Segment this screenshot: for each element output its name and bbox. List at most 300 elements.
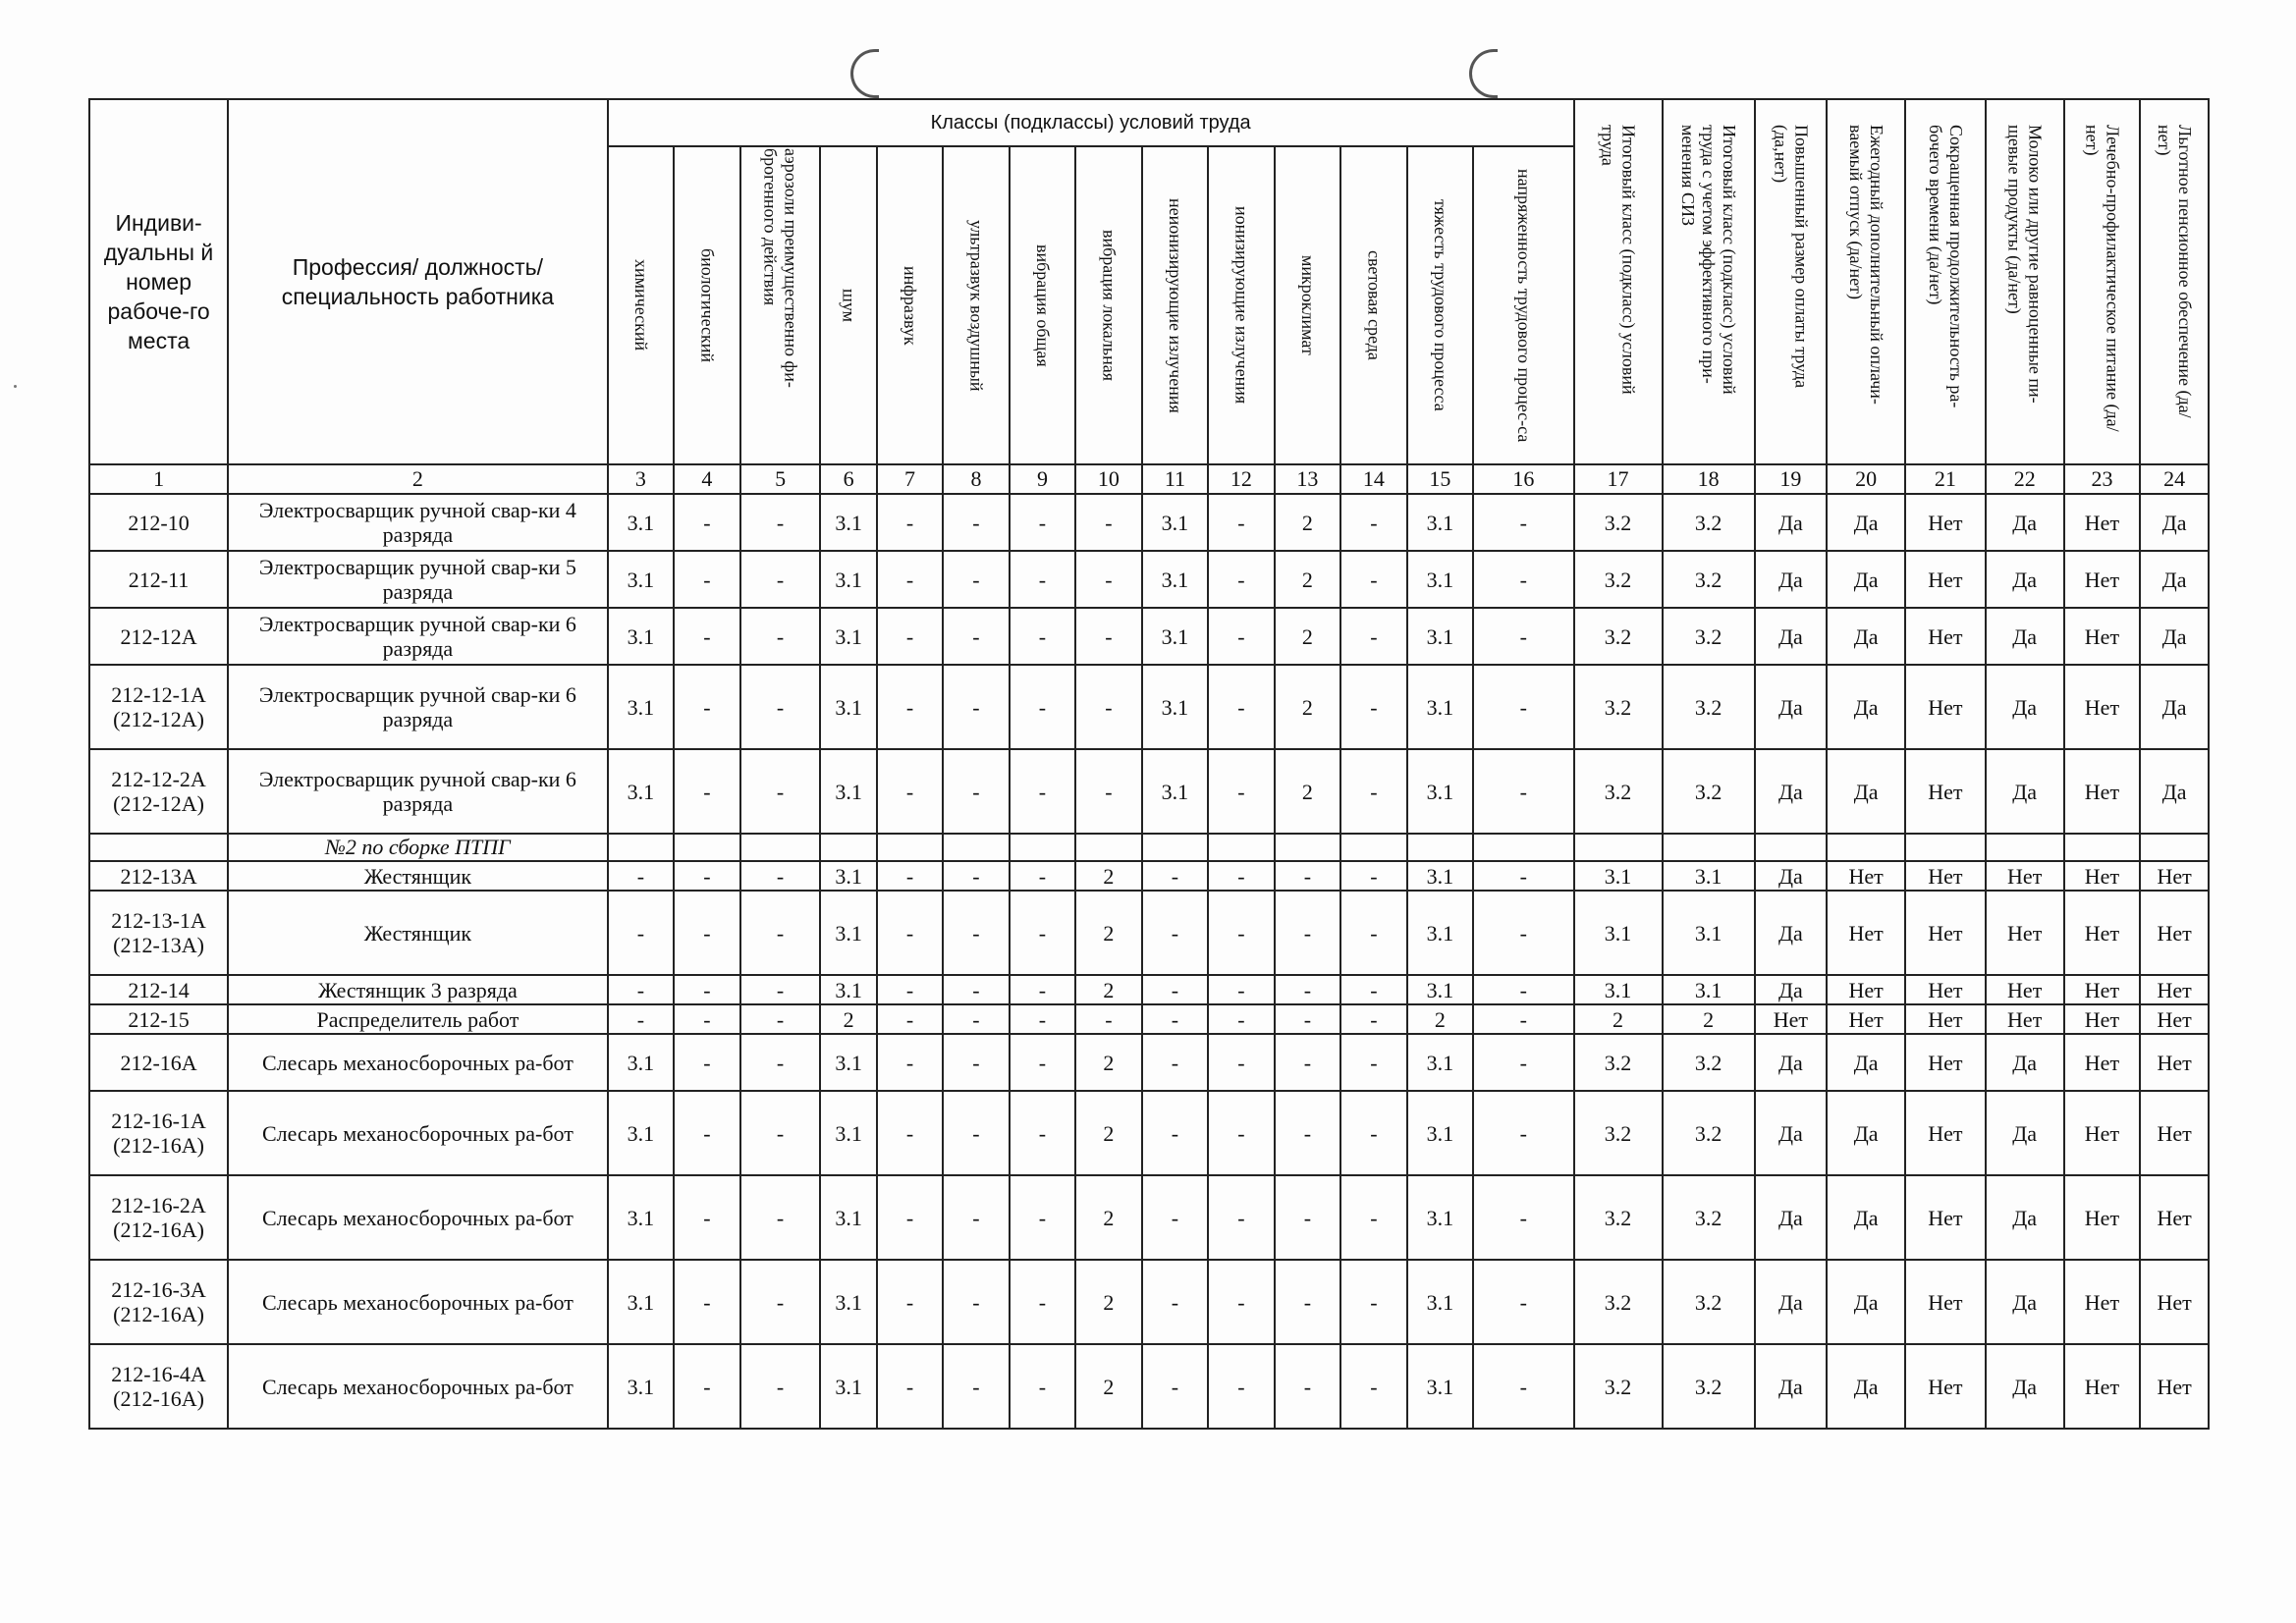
section-empty-cell xyxy=(674,834,739,861)
condition-value: 3.1 xyxy=(1663,891,1755,975)
condition-value: - xyxy=(877,1344,943,1429)
condition-value: Да xyxy=(1755,861,1828,891)
header-factor-label: тяжесть трудового процесса xyxy=(1430,199,1450,411)
header-extra-label: Молоко или другие равноценные пи-щевые продукты (да/нет) xyxy=(2004,125,2046,404)
condition-value: Нет xyxy=(1905,551,1986,608)
condition-value: Да xyxy=(1755,1260,1828,1344)
condition-value: - xyxy=(740,1034,821,1091)
condition-value: 3.1 xyxy=(608,1175,674,1260)
condition-value: - xyxy=(1010,608,1075,665)
condition-value: - xyxy=(1208,749,1274,834)
section-empty-cell xyxy=(1473,834,1573,861)
column-number: 2 xyxy=(228,464,608,494)
condition-value: - xyxy=(608,861,674,891)
condition-value: Да xyxy=(1827,749,1905,834)
condition-value: - xyxy=(943,1091,1009,1175)
condition-value: Нет xyxy=(1755,1004,1828,1034)
condition-value: - xyxy=(740,1260,821,1344)
column-number: 16 xyxy=(1473,464,1573,494)
condition-value: - xyxy=(740,1004,821,1034)
condition-value: - xyxy=(1473,1260,1573,1344)
condition-value: - xyxy=(877,1260,943,1344)
condition-value: - xyxy=(1340,861,1406,891)
condition-value: 3.2 xyxy=(1663,1091,1755,1175)
condition-value: 3.1 xyxy=(608,494,674,551)
section-empty-cell xyxy=(1010,834,1075,861)
profession-name: Распределитель работ xyxy=(228,1004,608,1034)
condition-value: - xyxy=(1473,891,1573,975)
header-extra-label: Льготное пенсионное обеспечение (да/нет) xyxy=(2155,125,2196,418)
condition-value: 3.1 xyxy=(1663,975,1755,1004)
condition-value: 3.1 xyxy=(1407,1091,1473,1175)
condition-value: - xyxy=(740,1091,821,1175)
profession-name: Слесарь механосборочных ра-бот xyxy=(228,1260,608,1344)
condition-value: 2 xyxy=(1275,665,1340,749)
workplace-number: 212-16-2А (212-16А) xyxy=(89,1175,228,1260)
condition-value: 2 xyxy=(1075,1175,1141,1260)
punch-hole-mark xyxy=(1469,49,1498,98)
table-row xyxy=(89,891,2209,975)
condition-value: - xyxy=(1473,861,1573,891)
condition-value: Да xyxy=(1827,1034,1905,1091)
condition-value: Да xyxy=(1755,1091,1828,1175)
condition-value: - xyxy=(608,1004,674,1034)
section-empty-cell xyxy=(820,834,876,861)
condition-value: 3.1 xyxy=(820,1034,876,1091)
workplace-number: 212-12-2А (212-12А) xyxy=(89,749,228,834)
condition-value: Нет xyxy=(2064,551,2141,608)
header-workplace-number-label: Индиви-дуальны й номер рабоче-го места xyxy=(103,210,214,353)
condition-value: 3.2 xyxy=(1574,551,1663,608)
section-empty-cell xyxy=(1663,834,1755,861)
condition-value: Нет xyxy=(1986,975,2064,1004)
condition-value: - xyxy=(740,665,821,749)
condition-value: - xyxy=(943,1344,1009,1429)
section-empty-cell xyxy=(1142,834,1208,861)
condition-value: Да xyxy=(1986,749,2064,834)
condition-value: 3.2 xyxy=(1663,551,1755,608)
table-row xyxy=(89,1344,2209,1429)
condition-value: Нет xyxy=(2140,975,2209,1004)
header-profession xyxy=(228,99,608,464)
condition-value: - xyxy=(943,494,1009,551)
condition-value: 3.2 xyxy=(1574,1260,1663,1344)
condition-value: 3.1 xyxy=(1142,749,1208,834)
condition-value: 3.1 xyxy=(820,608,876,665)
condition-value: - xyxy=(1208,551,1274,608)
condition-value: Да xyxy=(1755,608,1828,665)
condition-value: 3.1 xyxy=(608,1091,674,1175)
header-factor-cell xyxy=(1340,146,1406,464)
condition-value: Нет xyxy=(1905,665,1986,749)
condition-value: - xyxy=(943,1175,1009,1260)
condition-value: 3.1 xyxy=(820,1260,876,1344)
condition-value: Нет xyxy=(1905,861,1986,891)
condition-value: - xyxy=(1208,1175,1274,1260)
profession-name: Слесарь механосборочных ра-бот xyxy=(228,1175,608,1260)
condition-value: 3.2 xyxy=(1574,1091,1663,1175)
condition-value: - xyxy=(1340,975,1406,1004)
profession-name: Электросварщик ручной свар-ки 6 разряда xyxy=(228,665,608,749)
profession-name: Электросварщик ручной свар-ки 6 разряда xyxy=(228,608,608,665)
condition-value: - xyxy=(1010,494,1075,551)
condition-value: Да xyxy=(1827,665,1905,749)
condition-value: - xyxy=(1010,1004,1075,1034)
header-factor-cell xyxy=(1208,146,1274,464)
condition-value: Нет xyxy=(1905,749,1986,834)
condition-value: - xyxy=(1275,1260,1340,1344)
condition-value: 3.2 xyxy=(1574,608,1663,665)
condition-value: - xyxy=(1275,1091,1340,1175)
condition-value: - xyxy=(1473,665,1573,749)
header-extra-cell xyxy=(1905,99,1986,464)
condition-value: Нет xyxy=(1827,861,1905,891)
column-number: 7 xyxy=(877,464,943,494)
column-number: 23 xyxy=(2064,464,2141,494)
condition-value: - xyxy=(877,975,943,1004)
condition-value: Нет xyxy=(2064,665,2141,749)
table-body xyxy=(89,464,2209,1429)
column-number: 12 xyxy=(1208,464,1274,494)
condition-value: Да xyxy=(2140,608,2209,665)
condition-value: 3.1 xyxy=(820,1175,876,1260)
header-extra-cell xyxy=(2140,99,2209,464)
condition-value: - xyxy=(674,1034,739,1091)
header-extra-label: Ежегодный дополнительный оплачи-ваемый отпуск (да/нет) xyxy=(1846,125,1887,405)
profession-name: Электросварщик ручной свар-ки 6 разряда xyxy=(228,749,608,834)
condition-value: Нет xyxy=(2064,1175,2141,1260)
header-factor-cell xyxy=(1275,146,1340,464)
condition-value: - xyxy=(1010,1091,1075,1175)
header-factor-cell xyxy=(1010,146,1075,464)
header-extra-cell xyxy=(1827,99,1905,464)
condition-value: 3.1 xyxy=(820,665,876,749)
header-factor-cell xyxy=(877,146,943,464)
condition-value: - xyxy=(943,749,1009,834)
condition-value: Да xyxy=(1986,1091,2064,1175)
condition-value: 3.1 xyxy=(1407,1260,1473,1344)
condition-value: 3.1 xyxy=(1142,608,1208,665)
condition-value: - xyxy=(740,1344,821,1429)
condition-value: Нет xyxy=(1905,891,1986,975)
condition-value: - xyxy=(1340,891,1406,975)
condition-value: 3.2 xyxy=(1574,1175,1663,1260)
condition-value: 3.1 xyxy=(1407,861,1473,891)
condition-value: - xyxy=(674,975,739,1004)
condition-value: Нет xyxy=(1905,1260,1986,1344)
header-extra-cell xyxy=(2064,99,2141,464)
condition-value: 3.1 xyxy=(820,551,876,608)
condition-value: Нет xyxy=(1986,891,2064,975)
header-profession-label: Профессия/ должность/ специальность работника xyxy=(281,254,555,309)
column-number: 5 xyxy=(740,464,821,494)
header-factor-cell xyxy=(674,146,739,464)
table-row xyxy=(89,1004,2209,1034)
header-factor-cell xyxy=(943,146,1009,464)
condition-value: Да xyxy=(1755,551,1828,608)
condition-value: 3.2 xyxy=(1663,1260,1755,1344)
section-empty-cell xyxy=(89,834,228,861)
condition-value: - xyxy=(674,1091,739,1175)
condition-value: 3.1 xyxy=(608,1260,674,1344)
condition-value: 3.1 xyxy=(1407,1175,1473,1260)
condition-value: - xyxy=(1142,1034,1208,1091)
workplace-number: 212-16А xyxy=(89,1034,228,1091)
condition-value: - xyxy=(1010,1260,1075,1344)
profession-name: Электросварщик ручной свар-ки 5 разряда xyxy=(228,551,608,608)
condition-value: - xyxy=(943,551,1009,608)
header-extra-label: Лечебно-профилактическое питание (да/нет) xyxy=(2082,125,2123,432)
condition-value: 2 xyxy=(1275,749,1340,834)
condition-value: - xyxy=(1208,494,1274,551)
condition-value: Нет xyxy=(2064,1260,2141,1344)
section-empty-cell xyxy=(1905,834,1986,861)
condition-value: Нет xyxy=(2140,1091,2209,1175)
condition-value: - xyxy=(1142,1175,1208,1260)
condition-value: - xyxy=(740,749,821,834)
condition-value: - xyxy=(1275,1004,1340,1034)
workplace-number: 212-10 xyxy=(89,494,228,551)
condition-value: Да xyxy=(1755,975,1828,1004)
condition-value: 3.1 xyxy=(1407,551,1473,608)
header-factor-cell xyxy=(608,146,674,464)
condition-value: 3.2 xyxy=(1663,494,1755,551)
section-empty-cell xyxy=(2140,834,2209,861)
header-factor-label: неионизирующие излучения xyxy=(1165,197,1185,413)
condition-value: - xyxy=(1473,551,1573,608)
condition-value: Да xyxy=(1827,1344,1905,1429)
condition-value: - xyxy=(740,494,821,551)
column-number: 3 xyxy=(608,464,674,494)
condition-value: Да xyxy=(1986,1034,2064,1091)
section-empty-cell xyxy=(1208,834,1274,861)
condition-value: - xyxy=(608,975,674,1004)
condition-value: Нет xyxy=(2064,891,2141,975)
condition-value: - xyxy=(1208,1260,1274,1344)
condition-value: 3.1 xyxy=(608,551,674,608)
condition-value: 3.2 xyxy=(1663,749,1755,834)
condition-value: - xyxy=(674,1260,739,1344)
condition-value: Нет xyxy=(1827,891,1905,975)
condition-value: 2 xyxy=(1663,1004,1755,1034)
workplace-number: 212-16-1А (212-16А) xyxy=(89,1091,228,1175)
header-extra-label: Повышенный размер оплаты труда (да,нет) xyxy=(1771,125,1812,389)
condition-value: 2 xyxy=(1407,1004,1473,1034)
condition-value: - xyxy=(1142,1260,1208,1344)
condition-value: - xyxy=(1340,551,1406,608)
header-factor-label: ионизирующие излучения xyxy=(1231,206,1252,405)
condition-value: - xyxy=(674,891,739,975)
condition-value: - xyxy=(877,1091,943,1175)
profession-name: Жестянщик xyxy=(228,891,608,975)
condition-value: - xyxy=(1075,665,1141,749)
condition-value: Нет xyxy=(1986,1004,2064,1034)
condition-value: - xyxy=(674,608,739,665)
condition-value: 2 xyxy=(1275,608,1340,665)
section-empty-cell xyxy=(1755,834,1828,861)
condition-value: - xyxy=(1142,891,1208,975)
column-number: 14 xyxy=(1340,464,1406,494)
condition-value: - xyxy=(1010,665,1075,749)
condition-value: - xyxy=(1340,1004,1406,1034)
condition-value: 3.1 xyxy=(608,665,674,749)
condition-value: Да xyxy=(1986,551,2064,608)
condition-value: - xyxy=(1075,551,1141,608)
condition-value: - xyxy=(1340,1175,1406,1260)
section-title: №2 по сборке ПТПГ xyxy=(228,834,608,861)
condition-value: - xyxy=(1208,861,1274,891)
condition-value: Да xyxy=(1827,1260,1905,1344)
condition-value: Да xyxy=(1986,494,2064,551)
condition-value: - xyxy=(1473,1344,1573,1429)
column-number: 22 xyxy=(1986,464,2064,494)
condition-value: - xyxy=(943,665,1009,749)
profession-name: Электросварщик ручной свар-ки 4 разряда xyxy=(228,494,608,551)
condition-value: - xyxy=(1142,1344,1208,1429)
condition-value: - xyxy=(1208,975,1274,1004)
condition-value: 3.1 xyxy=(820,1091,876,1175)
condition-value: 3.2 xyxy=(1574,1344,1663,1429)
condition-value: - xyxy=(943,861,1009,891)
condition-value: - xyxy=(1340,1034,1406,1091)
section-empty-cell xyxy=(877,834,943,861)
header-extra-cell xyxy=(1663,99,1755,464)
condition-value: - xyxy=(1010,975,1075,1004)
column-number: 10 xyxy=(1075,464,1141,494)
condition-value: - xyxy=(1340,608,1406,665)
condition-value: 3.1 xyxy=(1663,861,1755,891)
condition-value: - xyxy=(1010,861,1075,891)
condition-value: 3.1 xyxy=(1407,1034,1473,1091)
header-extra-cell xyxy=(1986,99,2064,464)
condition-value: Нет xyxy=(2064,608,2141,665)
table-row xyxy=(89,608,2209,665)
section-empty-cell xyxy=(1827,834,1905,861)
workplace-number: 212-13А xyxy=(89,861,228,891)
condition-value: - xyxy=(877,494,943,551)
condition-value: - xyxy=(674,749,739,834)
condition-value: 2 xyxy=(1574,1004,1663,1034)
header-factor-label: микроклимат xyxy=(1297,255,1318,355)
condition-value: - xyxy=(1473,1175,1573,1260)
section-empty-cell xyxy=(1340,834,1406,861)
condition-value: 3.1 xyxy=(1407,608,1473,665)
header-factor-label: биологический xyxy=(697,247,718,363)
condition-value: - xyxy=(1010,551,1075,608)
condition-value: Да xyxy=(1827,494,1905,551)
condition-value: Да xyxy=(1755,665,1828,749)
condition-value: Нет xyxy=(1905,1175,1986,1260)
header-factor-cell xyxy=(1142,146,1208,464)
table-row xyxy=(89,861,2209,891)
condition-value: - xyxy=(1010,749,1075,834)
condition-value: - xyxy=(1275,891,1340,975)
condition-value: 3.2 xyxy=(1663,1175,1755,1260)
column-number: 9 xyxy=(1010,464,1075,494)
header-factor-cell xyxy=(1473,146,1573,464)
condition-value: Нет xyxy=(2064,861,2141,891)
condition-value: - xyxy=(740,1175,821,1260)
condition-value: - xyxy=(877,861,943,891)
condition-value: - xyxy=(1142,975,1208,1004)
condition-value: 3.1 xyxy=(1574,975,1663,1004)
condition-value: Нет xyxy=(1827,975,1905,1004)
condition-value: 3.2 xyxy=(1663,608,1755,665)
workplace-number: 212-12А xyxy=(89,608,228,665)
condition-value: 3.1 xyxy=(820,749,876,834)
condition-value: Да xyxy=(1755,1344,1828,1429)
condition-value: - xyxy=(1340,494,1406,551)
condition-value: 3.1 xyxy=(1142,665,1208,749)
column-number: 19 xyxy=(1755,464,1828,494)
header-factor-label: вибрация общая xyxy=(1032,243,1053,367)
condition-value: - xyxy=(877,1034,943,1091)
header-factor-label: инфразвук xyxy=(900,265,920,346)
condition-value: - xyxy=(943,1260,1009,1344)
condition-value: - xyxy=(674,494,739,551)
column-number-row xyxy=(89,464,2209,494)
condition-value: Нет xyxy=(1905,1091,1986,1175)
condition-value: 3.2 xyxy=(1663,1344,1755,1429)
condition-value: Да xyxy=(1827,608,1905,665)
condition-value: - xyxy=(740,551,821,608)
condition-value: 3.1 xyxy=(608,749,674,834)
header-classes-group xyxy=(608,99,1574,146)
condition-value: 3.1 xyxy=(820,1344,876,1429)
condition-value: - xyxy=(1340,1091,1406,1175)
condition-value: 3.1 xyxy=(608,1034,674,1091)
section-empty-cell xyxy=(740,834,821,861)
condition-value: 3.1 xyxy=(608,1344,674,1429)
condition-value: - xyxy=(943,891,1009,975)
condition-value: - xyxy=(674,665,739,749)
column-number: 21 xyxy=(1905,464,1986,494)
condition-value: - xyxy=(1208,665,1274,749)
condition-value: Нет xyxy=(1905,975,1986,1004)
condition-value: - xyxy=(877,1004,943,1034)
header-row-top xyxy=(89,99,2209,146)
column-number: 18 xyxy=(1663,464,1755,494)
workplace-number: 212-12-1А (212-12А) xyxy=(89,665,228,749)
header-extra-label: Итоговый класс (подкласс) условий труда xyxy=(1598,125,1639,395)
condition-value: - xyxy=(1340,749,1406,834)
condition-value: - xyxy=(1275,1175,1340,1260)
workplace-number: 212-11 xyxy=(89,551,228,608)
condition-value: - xyxy=(1275,1344,1340,1429)
condition-value: 3.1 xyxy=(1142,551,1208,608)
header-factor-cell xyxy=(820,146,876,464)
condition-value: - xyxy=(1340,1344,1406,1429)
condition-value: Да xyxy=(1755,1175,1828,1260)
workplace-number: 212-15 xyxy=(89,1004,228,1034)
condition-value: - xyxy=(877,608,943,665)
column-number: 20 xyxy=(1827,464,1905,494)
workplace-number: 212-16-3А (212-16А) xyxy=(89,1260,228,1344)
header-extra-cell xyxy=(1574,99,1663,464)
condition-value: - xyxy=(740,608,821,665)
condition-value: 2 xyxy=(820,1004,876,1034)
header-extra-label: Сокращенная продолжительность ра-бочего времени (да/нет) xyxy=(1925,125,1966,408)
condition-value: Да xyxy=(1986,1344,2064,1429)
condition-value: Нет xyxy=(2064,494,2141,551)
condition-value: - xyxy=(740,891,821,975)
table-row xyxy=(89,1034,2209,1091)
condition-value: Нет xyxy=(1827,1004,1905,1034)
condition-value: - xyxy=(1208,1034,1274,1091)
condition-value: 2 xyxy=(1075,861,1141,891)
condition-value: - xyxy=(1208,1091,1274,1175)
condition-value: Нет xyxy=(2064,1344,2141,1429)
